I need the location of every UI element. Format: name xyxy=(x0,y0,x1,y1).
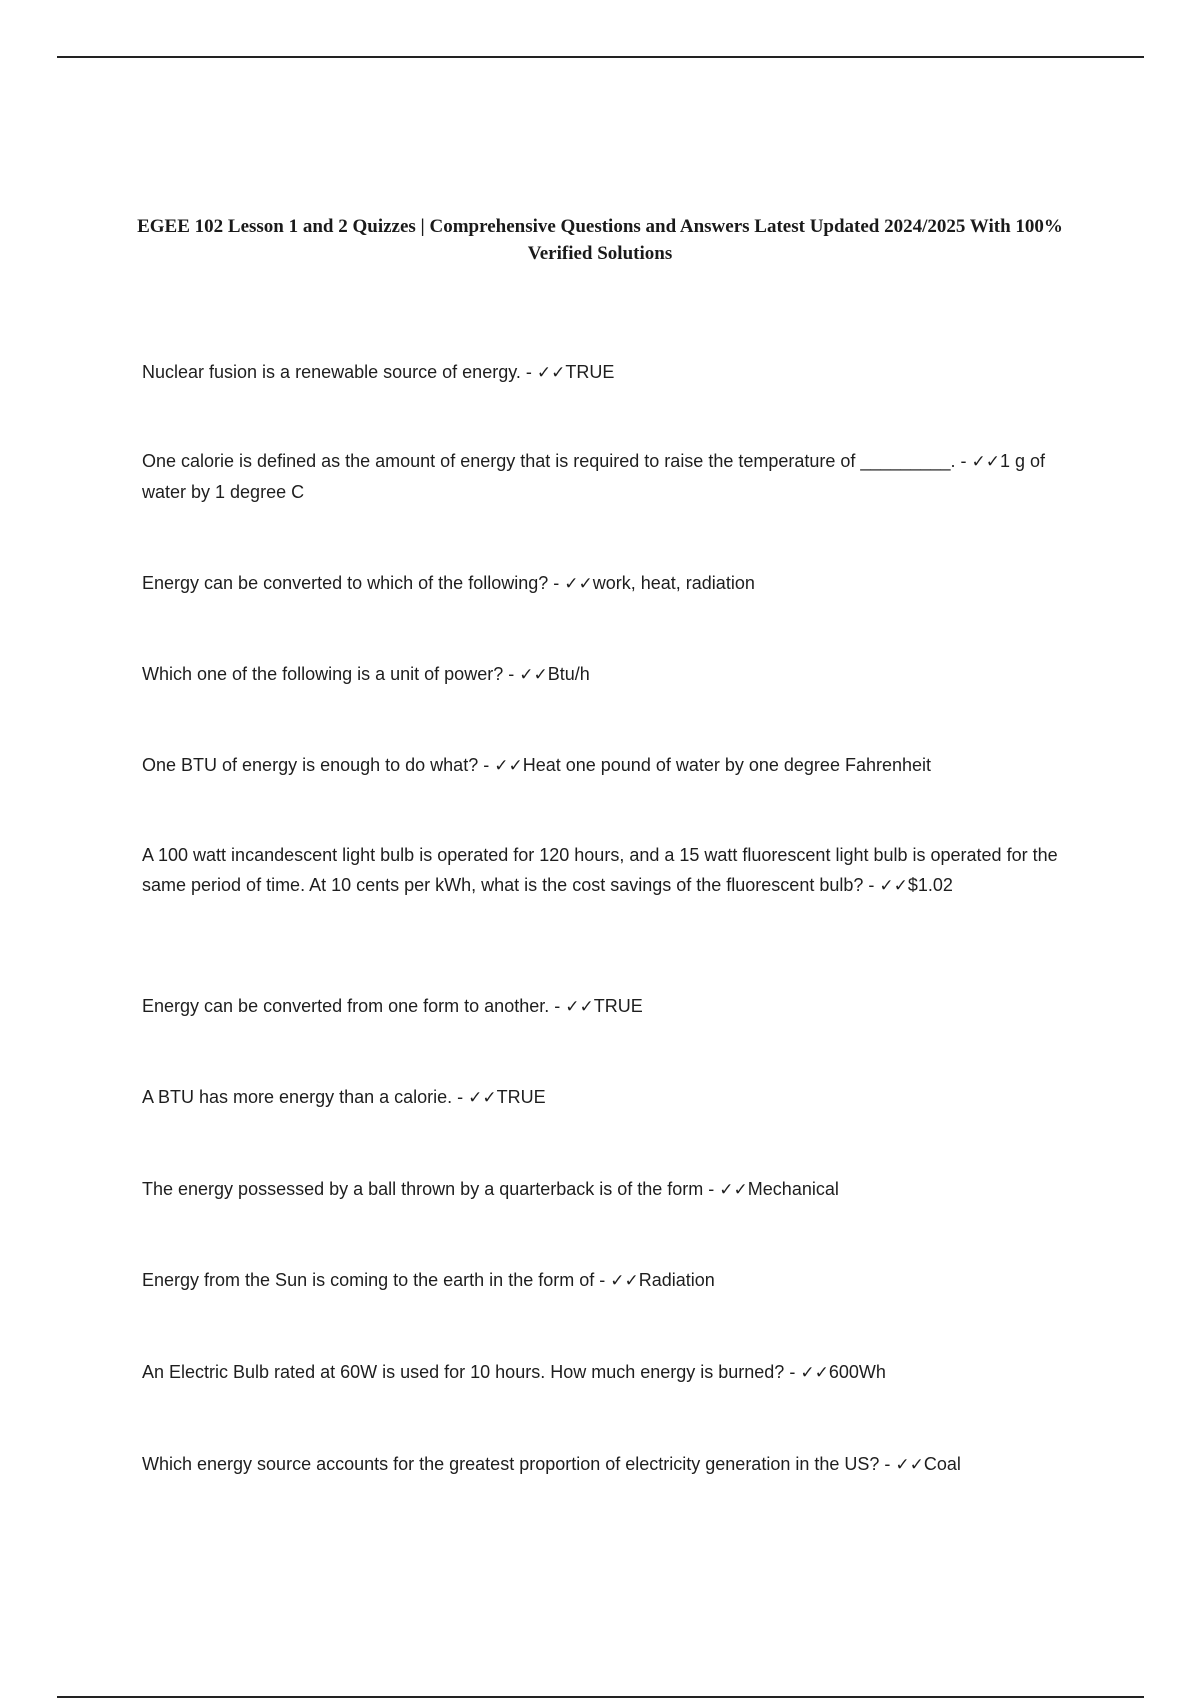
separator: - xyxy=(520,362,537,382)
answer-text: Heat one pound of water by one degree Fahrenheit xyxy=(522,755,932,775)
qa-item xyxy=(142,357,1062,388)
top-rule xyxy=(57,56,1144,58)
answer-text: 600Wh xyxy=(828,1362,886,1382)
separator: - xyxy=(478,755,495,775)
check-icon: ✓✓ xyxy=(536,363,566,383)
bottom-rule xyxy=(57,1696,1144,1698)
qa-item xyxy=(142,568,1062,599)
separator: - xyxy=(784,1362,801,1382)
qa-item xyxy=(142,659,1062,690)
question-text: Energy can be converted to which of the following? xyxy=(142,573,549,593)
check-icon: ✓✓ xyxy=(971,452,1001,472)
check-icon: ✓✓ xyxy=(494,756,523,776)
document-title: EGEE 102 Lesson 1 and 2 Quizzes | Comprehensive Questions and Answers Latest Updated 2024/2025 With 100% Verified Solutions xyxy=(137,216,1063,264)
question-text: One BTU of energy is enough to do what? xyxy=(142,755,479,775)
separator: - xyxy=(549,996,566,1016)
qa-item xyxy=(142,1082,1062,1113)
answer-text: TRUE xyxy=(593,996,643,1016)
question-text: Energy can be converted from one form to another. xyxy=(142,996,550,1016)
answer-text: Coal xyxy=(923,1454,961,1474)
answer-text: Radiation xyxy=(638,1270,715,1290)
answer-text: Mechanical xyxy=(747,1179,839,1199)
question-text: The energy possessed by a ball thrown by a quarterback is of the form xyxy=(142,1179,704,1199)
qa-item xyxy=(142,750,1062,781)
question-text: Nuclear fusion is a renewable source of energy. xyxy=(142,362,521,382)
question-text: Energy from the Sun is coming to the earth in the form of xyxy=(142,1270,595,1290)
answer-text: $1.02 xyxy=(907,875,953,895)
separator: - xyxy=(594,1270,611,1290)
check-icon: ✓✓ xyxy=(895,1455,924,1475)
check-icon: ✓✓ xyxy=(468,1088,497,1108)
check-icon: ✓✓ xyxy=(564,574,593,594)
question-text: An Electric Bulb rated at 60W is used for 10 hours. How much energy is burned? xyxy=(142,1362,785,1382)
qa-item xyxy=(142,1357,1062,1388)
check-icon: ✓✓ xyxy=(610,1271,639,1291)
separator: - xyxy=(955,451,972,471)
qa-item xyxy=(142,1449,1062,1480)
separator: - xyxy=(503,664,520,684)
check-icon: ✓✓ xyxy=(879,876,908,896)
question-text: A BTU has more energy than a calorie. xyxy=(142,1087,453,1107)
answer-text: work, heat, radiation xyxy=(592,573,755,593)
answer-text: Btu/h xyxy=(547,664,590,684)
question-text: One calorie is defined as the amount of energy that is required to raise the temperature of _________. xyxy=(142,451,956,471)
separator: - xyxy=(863,875,880,895)
qa-item xyxy=(142,991,1062,1022)
qa-item xyxy=(142,1174,1062,1205)
separator: - xyxy=(879,1454,896,1474)
answer-text: TRUE xyxy=(496,1087,546,1107)
check-icon: ✓✓ xyxy=(719,1180,748,1200)
answer-text: TRUE xyxy=(565,362,615,382)
question-text: Which one of the following is a unit of power? xyxy=(142,664,504,684)
check-icon: ✓✓ xyxy=(519,665,548,685)
qa-item xyxy=(142,840,1062,901)
check-icon: ✓✓ xyxy=(800,1363,829,1383)
qa-item xyxy=(142,446,1062,507)
separator: - xyxy=(452,1087,469,1107)
answer-text: 1 g of water by 1 degree C xyxy=(142,451,1046,502)
separator: - xyxy=(703,1179,720,1199)
qa-item xyxy=(142,1265,1062,1296)
question-text: A 100 watt incandescent light bulb is operated for 120 hours, and a 15 watt fluorescent light bulb is operated for the same period of time. At 10 cents per kWh, what is the cost savings of the fluorescent bulb? xyxy=(142,845,1058,895)
check-icon: ✓✓ xyxy=(565,997,594,1017)
question-text: Which energy source accounts for the greatest proportion of electricity generation in the US? xyxy=(142,1454,880,1474)
separator: - xyxy=(548,573,565,593)
